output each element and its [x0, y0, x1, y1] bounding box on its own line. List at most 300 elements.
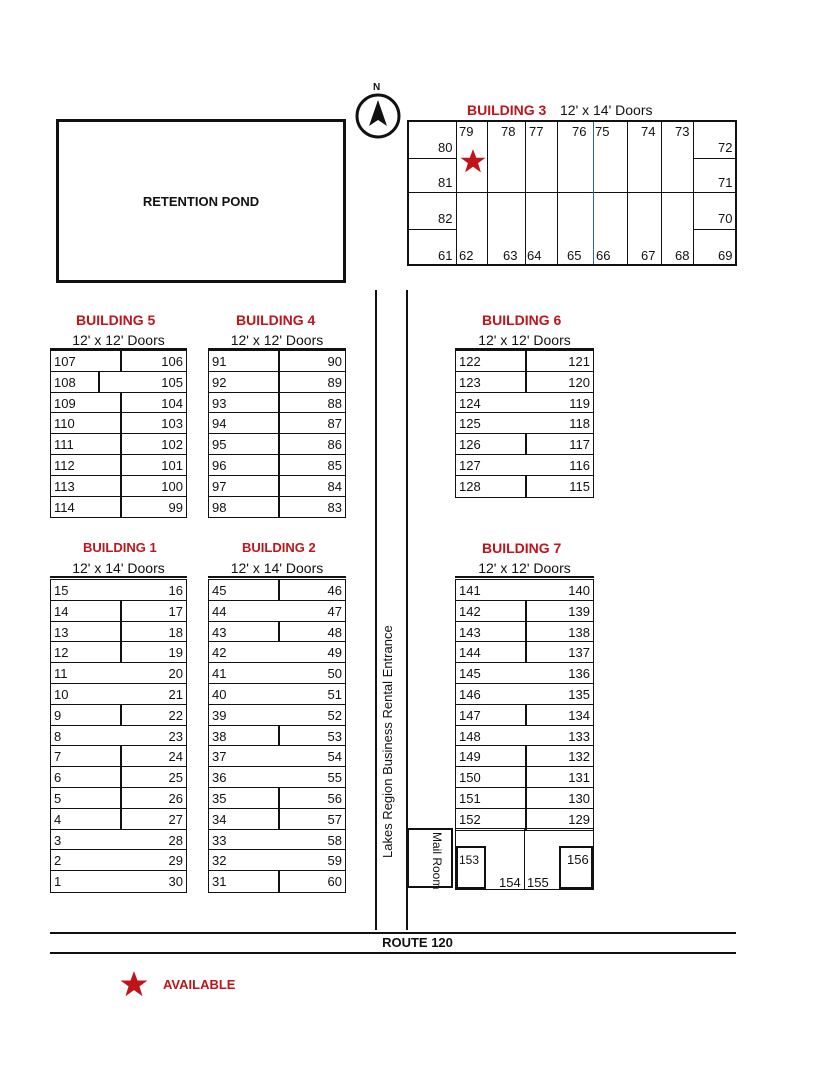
building-3: [407, 120, 737, 266]
unit-number: 27: [168, 811, 183, 827]
unit-divider: [525, 705, 527, 725]
unit-divider: [661, 122, 662, 264]
unit-row: [51, 372, 186, 393]
unit-number: 146: [459, 686, 481, 702]
unit-row: [456, 705, 593, 726]
unit-number: 45: [212, 583, 227, 598]
unit-row: [209, 372, 345, 393]
unit-number: 56: [327, 790, 342, 806]
unit-divider: [525, 434, 527, 454]
unit-number: 60: [327, 874, 342, 890]
unit-number: 128: [459, 478, 481, 494]
unit-divider: [525, 746, 527, 766]
unit-row: [209, 497, 345, 518]
unit-number: 93: [212, 395, 227, 411]
unit-number: 98: [212, 499, 227, 515]
unit-number: 48: [327, 624, 342, 640]
unit-number: 84: [327, 478, 342, 494]
unit-number: 135: [568, 686, 590, 702]
unit-number: 75: [595, 124, 610, 139]
unit-row: [51, 580, 186, 601]
unit-row: [51, 413, 186, 434]
unit-row: [51, 830, 186, 851]
unit-row: [209, 413, 345, 434]
unit-number: 99: [168, 499, 183, 515]
building-5-title: BUILDING 5: [76, 312, 156, 328]
unit-divider: [120, 413, 122, 433]
unit-number: 2: [54, 853, 62, 869]
unit-row: [456, 767, 593, 788]
unit-row: [209, 580, 345, 601]
unit-number: 122: [459, 354, 481, 369]
building-5-units: [50, 350, 187, 518]
unit-number: 106: [161, 354, 183, 369]
unit-divider: [278, 393, 280, 413]
unit-row: [456, 393, 593, 414]
unit-divider: [409, 158, 457, 159]
unit-row: [51, 476, 186, 497]
unit-number: 24: [168, 749, 183, 765]
building-4-title: BUILDING 4: [236, 312, 316, 328]
unit-number: 136: [568, 666, 590, 682]
unit-divider: [627, 122, 628, 264]
unit-number: 126: [459, 437, 481, 453]
unit-number: 20: [168, 666, 183, 682]
unit-number: 125: [459, 416, 481, 432]
unit-row: [209, 642, 345, 663]
unit-divider: [120, 622, 122, 642]
unit-divider: [525, 809, 527, 830]
unit-number: 15: [54, 583, 69, 598]
unit-divider: [120, 788, 122, 808]
unit-row: [51, 850, 186, 871]
building-4-doors: 12' x 12' Doors: [208, 332, 346, 350]
unit-number: 77: [529, 124, 544, 139]
unit-number: 112: [54, 457, 75, 473]
unit-number: 155: [527, 875, 549, 890]
unit-number: 16: [168, 583, 183, 598]
unit-row: [51, 351, 186, 372]
unit-number: 46: [327, 583, 342, 598]
unit-number: 141: [459, 583, 481, 598]
unit-number: 62: [459, 248, 474, 263]
unit-number: 123: [459, 374, 481, 390]
unit-number: 102: [161, 437, 183, 453]
unit-row: [456, 642, 593, 663]
unit-divider: [120, 351, 122, 371]
unit-number: 154: [499, 875, 521, 890]
unit-number: 74: [641, 124, 656, 139]
entrance-road-left-edge: [375, 290, 377, 930]
unit-number: 19: [168, 645, 183, 661]
unit-number: 121: [568, 354, 590, 369]
unit-number: 50: [327, 666, 342, 682]
building-7-doors: 12' x 12' Doors: [455, 560, 594, 578]
unit-number: 149: [459, 749, 481, 765]
unit-number: 34: [212, 811, 227, 827]
unit-number: 43: [212, 624, 227, 640]
unit-divider: [278, 497, 280, 518]
unit-row: [209, 746, 345, 767]
unit-divider: [525, 122, 526, 264]
unit-number: 95: [212, 437, 227, 453]
unit-number: 115: [569, 478, 590, 494]
unit-row: [51, 871, 186, 892]
building-1-title: BUILDING 1: [83, 540, 157, 555]
unit-number: 91: [212, 354, 227, 369]
unit-row: [456, 622, 593, 643]
unit-number: 47: [327, 603, 342, 619]
unit-row: [456, 455, 593, 476]
unit-number: 109: [54, 395, 76, 411]
unit-divider: [120, 476, 122, 496]
unit-row: [456, 476, 593, 497]
unit-divider: [120, 809, 122, 829]
unit-row: [209, 726, 345, 747]
unit-divider: [456, 122, 457, 264]
unit-divider: [693, 192, 737, 193]
unit-number: 150: [459, 770, 481, 786]
unit-number: 132: [568, 749, 590, 765]
unit-number: 6: [54, 770, 62, 786]
unit-number: 54: [327, 749, 342, 765]
unit-number: 137: [568, 645, 590, 661]
unit-number: 104: [161, 395, 183, 411]
unit-number: 90: [327, 354, 342, 369]
unit-number: 65: [567, 248, 582, 263]
unit-row: [209, 850, 345, 871]
unit-row: [51, 746, 186, 767]
unit-divider: [278, 413, 280, 433]
unit-row: [51, 726, 186, 747]
entrance-label: Lakes Region Business Rental Entrance: [380, 625, 395, 858]
unit-divider: [525, 642, 527, 662]
unit-number: 144: [459, 645, 481, 661]
unit-row: [209, 351, 345, 372]
unit-divider: [487, 122, 488, 264]
unit-row: [51, 455, 186, 476]
unit-number: 100: [161, 478, 183, 494]
building-6-title: BUILDING 6: [482, 312, 562, 328]
unit-number: 87: [327, 416, 342, 432]
unit-number: 71: [718, 175, 733, 190]
unit-number: 131: [568, 770, 590, 786]
unit-number: 89: [327, 374, 342, 390]
unit-divider: [278, 372, 280, 392]
building-6-doors: 12' x 12' Doors: [455, 332, 594, 350]
unit-number: 110: [54, 416, 75, 432]
unit-number: 21: [168, 686, 183, 702]
unit-row: [51, 788, 186, 809]
unit-divider: [120, 601, 122, 621]
unit-number: 96: [212, 457, 227, 473]
legend-available-label: AVAILABLE: [163, 977, 236, 992]
unit-number: 3: [54, 832, 62, 848]
unit-number: 41: [212, 666, 227, 682]
unit-number: 108: [54, 374, 76, 390]
unit-number: 81: [438, 175, 453, 190]
unit-row: [209, 434, 345, 455]
unit-number: 51: [327, 686, 342, 702]
unit-number: 142: [459, 603, 481, 619]
building-1-doors: 12' x 14' Doors: [50, 560, 187, 578]
route-120-bottom-edge: [50, 952, 736, 954]
unit-number: 82: [438, 211, 453, 226]
unit-row: [51, 705, 186, 726]
unit-row: [456, 663, 593, 684]
unit-divider: [524, 829, 525, 889]
unit-number: 156: [567, 852, 589, 867]
unit-row: [456, 601, 593, 622]
unit-number: 44: [212, 603, 227, 619]
unit-row: [209, 830, 345, 851]
unit-divider: [120, 767, 122, 787]
unit-row: [456, 684, 593, 705]
unit-row: [209, 788, 345, 809]
unit-number: 7: [54, 749, 62, 765]
unit-row: [51, 393, 186, 414]
unit-number: 83: [327, 499, 342, 515]
unit-number: 49: [327, 645, 342, 661]
unit-divider: [120, 393, 122, 413]
unit-number: 116: [569, 457, 590, 473]
unit-divider: [278, 351, 280, 371]
unit-number: 129: [568, 811, 590, 827]
unit-number: 37: [212, 749, 227, 765]
unit-row: [209, 455, 345, 476]
unit-divider: [693, 158, 737, 159]
unit-row: [209, 684, 345, 705]
unit-number: 78: [501, 124, 516, 139]
unit-number: 68: [675, 248, 690, 263]
unit-divider: [278, 788, 280, 808]
unit-number: 36: [212, 770, 227, 786]
unit-number: 113: [54, 478, 75, 494]
unit-divider: [409, 192, 457, 193]
unit-divider: [525, 601, 527, 621]
unit-divider: [525, 622, 527, 642]
unit-number: 5: [54, 790, 62, 806]
unit-number: 29: [168, 853, 183, 869]
unit-number: 107: [54, 354, 76, 369]
unit-row: [456, 809, 593, 830]
unit-number: 58: [327, 832, 342, 848]
building-5-doors: 12' x 12' Doors: [50, 332, 187, 350]
unit-number: 130: [568, 790, 590, 806]
unit-number: 94: [212, 416, 227, 432]
unit-divider: [409, 229, 457, 230]
unit-number: 26: [168, 790, 183, 806]
unit-number: 61: [438, 248, 453, 263]
building-1-units: [50, 579, 187, 893]
retention-pond-label: RETENTION POND: [142, 193, 260, 209]
unit-row: [51, 767, 186, 788]
unit-number: 10: [54, 686, 69, 702]
unit-number: 32: [212, 853, 227, 869]
unit-divider: [278, 809, 280, 829]
unit-number: 73: [675, 124, 690, 139]
unit-row: [456, 726, 593, 747]
unit-row: [51, 809, 186, 830]
unit-number: 151: [459, 790, 481, 806]
unit-row: [209, 601, 345, 622]
unit-divider: [278, 455, 280, 475]
unit-number: 9: [54, 707, 62, 723]
retention-pond: [56, 119, 346, 283]
unit-number: 97: [212, 478, 227, 494]
unit-number: 140: [568, 583, 590, 598]
unit-number: 14: [54, 603, 69, 619]
building-2-units: [208, 579, 346, 893]
unit-number: 76: [572, 124, 587, 139]
unit-number: 120: [568, 374, 590, 390]
unit-number: 85: [327, 457, 342, 473]
unit-divider: [278, 622, 280, 642]
unit-number: 4: [54, 811, 62, 827]
unit-number: 31: [212, 874, 227, 890]
unit-number: 103: [161, 416, 183, 432]
unit-number: 118: [569, 416, 590, 432]
unit-number: 17: [168, 603, 183, 619]
unit-number: 79: [459, 124, 474, 139]
unit-number: 38: [212, 728, 227, 744]
building-7-title: BUILDING 7: [482, 540, 562, 556]
unit-number: 1: [54, 874, 62, 890]
unit-number: 40: [212, 686, 227, 702]
unit-divider: [278, 580, 280, 600]
unit-row: [456, 434, 593, 455]
unit-number: 39: [212, 707, 227, 723]
unit-number: 134: [568, 707, 590, 723]
unit-row: [209, 663, 345, 684]
building-3-doors: 12' x 14' Doors: [560, 102, 653, 118]
unit-divider: [98, 372, 100, 392]
unit-number: 23: [168, 728, 183, 744]
unit-number: 101: [161, 457, 183, 473]
unit-number: 148: [459, 728, 481, 744]
unit-row: [51, 684, 186, 705]
unit-number: 64: [527, 248, 542, 263]
unit-divider: [278, 476, 280, 496]
building-3-title: BUILDING 3: [467, 102, 547, 118]
unit-divider: [557, 122, 558, 264]
building-6-units: [455, 350, 594, 498]
unit-divider: [693, 122, 694, 264]
unit-row: [209, 705, 345, 726]
unit-divider: [525, 476, 527, 497]
mail-room-label: Mail Room: [430, 832, 444, 890]
unit-number: 13: [54, 624, 69, 640]
building-2-title: BUILDING 2: [242, 540, 316, 555]
unit-number: 30: [168, 874, 183, 890]
unit-divider: [278, 726, 280, 746]
unit-number: 153: [459, 853, 480, 867]
unit-divider: [120, 497, 122, 518]
unit-number: 138: [568, 624, 590, 640]
building-7-units: [455, 579, 594, 831]
unit-number: 92: [212, 374, 227, 390]
unit-number: 8: [54, 728, 62, 744]
unit-row: [209, 767, 345, 788]
unit-number: 35: [212, 790, 227, 806]
unit-number: 33: [212, 832, 227, 848]
unit-number: 18: [168, 624, 183, 640]
north-compass-icon: [352, 86, 404, 142]
unit-row: [456, 372, 593, 393]
mail-room: [407, 828, 453, 888]
unit-row: [456, 413, 593, 434]
unit-divider: [456, 192, 693, 193]
unit-number: 28: [168, 832, 183, 848]
unit-number: 12: [54, 645, 69, 661]
unit-number: 127: [459, 457, 481, 473]
unit-row: [209, 393, 345, 414]
unit-number: 72: [718, 140, 733, 155]
unit-row: [209, 622, 345, 643]
unit-number: 52: [327, 707, 342, 723]
unit-divider: [593, 122, 594, 264]
unit-number: 59: [327, 853, 342, 869]
route-120-label: ROUTE 120: [382, 935, 453, 950]
route-120-top-edge: [50, 932, 736, 934]
unit-number: 53: [327, 728, 342, 744]
unit-row: [51, 642, 186, 663]
unit-row: [51, 663, 186, 684]
unit-divider: [120, 455, 122, 475]
unit-row: [51, 434, 186, 455]
unit-number: 80: [438, 140, 453, 155]
unit-number: 114: [54, 499, 75, 515]
unit-number: 57: [327, 811, 342, 827]
unit-number: 119: [569, 395, 590, 411]
unit-number: 152: [459, 811, 481, 827]
unit-number: 105: [161, 374, 183, 390]
unit-row: [456, 746, 593, 767]
available-star-icon: [120, 970, 148, 998]
unit-number: 69: [718, 248, 733, 263]
unit-number: 25: [168, 770, 183, 786]
unit-number: 147: [459, 707, 481, 723]
unit-divider: [525, 767, 527, 787]
unit-number: 145: [459, 666, 481, 682]
unit-divider: [278, 871, 280, 892]
unit-divider: [525, 788, 527, 808]
unit-number: 133: [568, 728, 590, 744]
unit-row: [51, 622, 186, 643]
building-2-doors: 12' x 14' Doors: [208, 560, 346, 578]
unit-number: 117: [569, 437, 590, 453]
unit-number: 67: [641, 248, 656, 263]
unit-number: 63: [503, 248, 518, 263]
unit-row: [51, 497, 186, 518]
unit-row: [209, 809, 345, 830]
unit-divider: [120, 705, 122, 725]
unit-number: 139: [568, 603, 590, 619]
unit-divider: [120, 434, 122, 454]
unit-row: [456, 580, 593, 601]
unit-divider: [693, 229, 737, 230]
unit-row: [51, 601, 186, 622]
unit-number: 66: [596, 248, 611, 263]
unit-number: 86: [327, 437, 342, 453]
unit-divider: [525, 351, 527, 371]
unit-number: 11: [54, 666, 68, 682]
unit-row: [209, 476, 345, 497]
available-star-icon: [460, 148, 486, 174]
unit-number: 55: [327, 770, 342, 786]
unit-row: [209, 871, 345, 892]
unit-number: 22: [168, 707, 183, 723]
